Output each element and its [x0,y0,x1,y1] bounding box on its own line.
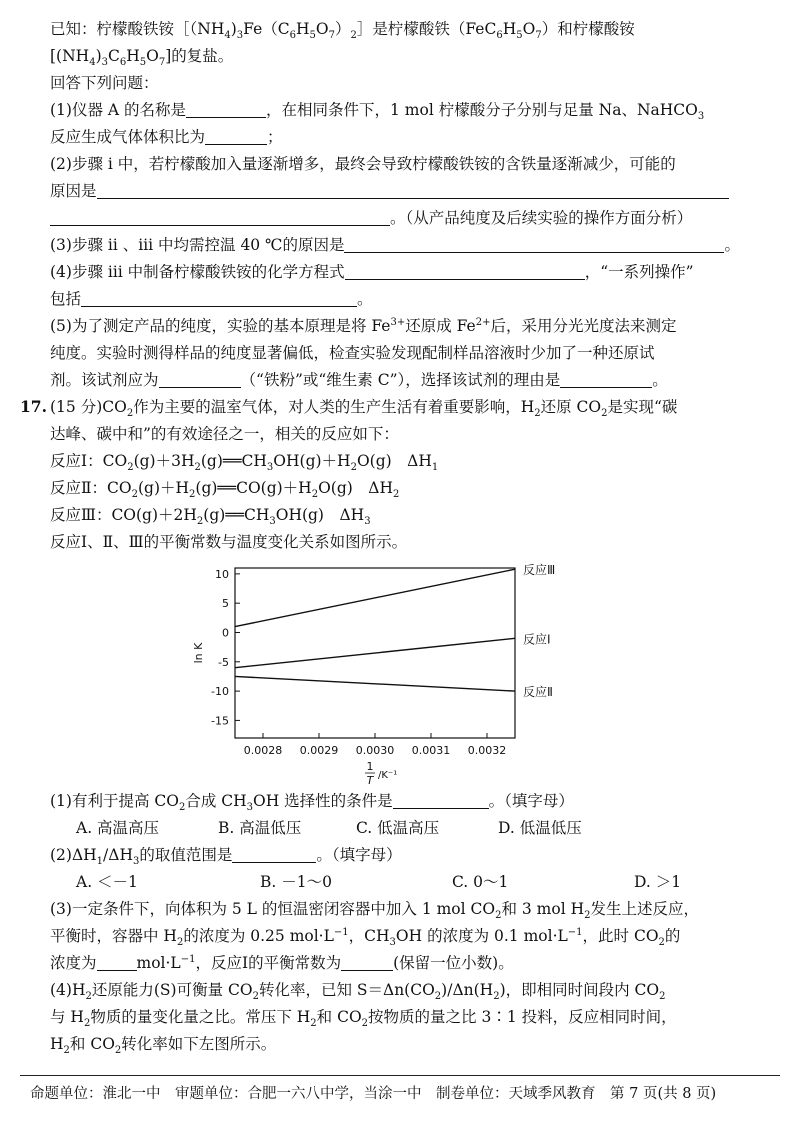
answer-blank[interactable] [205,128,267,145]
reaction-2: 反应Ⅱ：$CO_2(g)+H_2(g)══CO(g)+H_2O(g)$ $\Delta H_2$ [50,479,400,501]
question-17-intro-line-1: (15 分)$CO_2$作为主要的温室气体，对人类的生产生活有着重要影响，$H_2$还原 $CO_2$是实现“碳 [50,398,678,420]
option-b[interactable]: B. －1～0 [260,873,332,891]
x-tick-label: 0.0032 [467,744,507,757]
reaction-1: 反应Ⅰ：$CO_2(g)+3H_2(g)══CH_3OH(g)+H_2O(g)$ $\Delta H_1$ [50,452,439,474]
option-d[interactable]: D. 低温低压 [498,819,582,837]
answer-blank[interactable] [159,371,241,388]
y-tick-label: -5 [218,655,229,669]
question-17-3-line-1: (3)一定条件下，向体积为 5 L 的恒温密闭容器中加入 1 mol $CO_2$和 3 mol $H_2$发生上述反应， [50,900,700,922]
answer-blank[interactable] [344,236,724,253]
option-a[interactable]: A. 高温高压 [76,819,160,837]
y-tick-label: 0 [222,626,229,640]
answer-blank[interactable] [560,371,652,388]
question-17-3-line-3: 浓度为 $mol\cdot L^{-1}$，反应Ⅰ的平衡常数为 (保留一位小数)。 [50,953,514,972]
series-label: 反应Ⅱ [523,685,553,700]
question-16-4-line-1: (4)步骤 ⅲ 中制备柠檬酸铁铵的化学方程式 ，“一系列操作” [50,263,694,281]
series-label: 反应Ⅰ [523,632,551,647]
option-b[interactable]: B. 高温低压 [218,819,302,837]
chart-caption: 反应Ⅰ、Ⅱ、Ⅲ的平衡常数与温度变化关系如图所示。 [50,533,408,551]
question-16-5-line-3: 剂。该试剂应为 （“铁粉”或“维生素 C”），选择该试剂的理由是 。 [50,371,668,389]
citrate-definition-line-1: 已知：柠檬酸铁铵$[(NH_4)_3Fe(C_6H_5O_7)_2]$是柠檬酸铁$(FeC_6H_5O_7)$和柠檬酸铵 [50,20,635,42]
answer-blank[interactable] [345,263,585,280]
x-axis-label-unit: /K⁻¹ [378,770,398,781]
y-tick-label: -10 [211,685,229,699]
answer-blank[interactable] [232,846,316,863]
series-line [235,638,515,667]
question-17-3-line-2: 平衡时，容器中 $H_2$的浓度为 0.25 $mol\cdot L^{-1}$，$CH_3OH$ 的浓度为 0.1 $mol\cdot L^{-1}$，此时 $CO_2$的 [50,926,681,949]
option-c[interactable]: C. 0～1 [452,873,509,891]
lnk-vs-inverse-temperature-chart [190,560,590,787]
footer-divider [20,1075,780,1076]
series-line [235,676,515,691]
answer-blank[interactable] [81,290,357,307]
answer-blank[interactable] [97,182,729,199]
question-16-5-line-2: 纯度。实验时测得样品的纯度显著偏低，检查实验发现配制样品溶液时少加了一种还原试 [50,344,655,362]
answer-blank[interactable] [50,209,390,226]
question-17-4-line-1: $(4)H_2$还原能力(S)可衡量 $CO_2$转化率，已知 $S=\Delta n(CO_2)/\Delta n(H_2)$，即相同时间段内 $CO_2$ [50,981,666,1003]
y-tick-label: 5 [222,597,229,611]
answer-blank[interactable] [97,954,137,971]
question-16-1-line-1: (1)仪器 A 的名称是 ，在相同条件下，1 mol 柠檬酸分子分别与足量 Na、NaHCO$_3$ [50,101,705,123]
question-16-2-line-3: 。（从产品纯度及后续实验的操作方面分析） [50,207,750,229]
series-line [235,569,515,626]
question-17-number: 17. [20,397,47,416]
answer-prompt: 回答下列问题： [50,74,159,92]
page-footer: 命题单位：淮北一中 审题单位：合肥一六八中学，当涂一中 制卷单位：天域季风教育 第 7 页(共 8 页) [30,1086,717,1102]
y-tick-label: 10 [215,567,229,581]
answer-blank[interactable] [186,101,266,118]
question-16-2-line-1: (2)步骤 ⅰ 中，若柠檬酸加入量逐渐增多，最终会导致柠檬酸铁铵的含铁量逐渐减少，可能的 [50,155,676,173]
citrate-definition-line-2: $[(NH_4)_3C_6H_5O_7]$的复盐。 [50,47,234,69]
reaction-3: 反应Ⅲ：$CO(g)+2H_2(g)══CH_3OH(g)$ $\Delta H_3$ [50,506,371,528]
question-16-1-line-2: 反应生成气体体积比为 ； [50,128,283,146]
answer-blank[interactable] [393,792,489,809]
y-tick-label: -15 [211,714,229,728]
series-label: 反应Ⅲ [523,563,556,578]
question-16-2-line-2: 原因是 [50,180,750,202]
y-axis-label: ln K [192,642,205,664]
question-17-intro-line-2: 达峰、碳中和”的有效途径之一，相关的反应如下： [50,425,399,443]
option-c[interactable]: C. 低温高压 [356,819,440,837]
x-tick-label: 0.0031 [411,744,451,757]
question-16-5-line-1: (5)为了测定产品的纯度，实验的基本原理是将 $Fe^{3+}$还原成 $Fe^{2+}$后，采用分光光度法来测定 [50,316,677,335]
question-17-4-line-2: 与 $H_2$物质的量变化量之比。常压下 $H_2$和 $CO_2$按物质的量之比 3∶1 投料，反应相同时间， [50,1008,677,1030]
question-17-1: (1)有利于提高 $CO_2$合成 $CH_3OH$ 选择性的条件是 。（填字母） [50,792,574,814]
option-d[interactable]: D. ＞1 [634,873,682,891]
x-tick-label: 0.0029 [299,744,339,757]
x-tick-label: 0.0030 [355,744,395,757]
question-17-2: $(2)\Delta H_1/\Delta H_3$的取值范围是 。（填字母） [50,846,402,868]
x-axis-label-denominator: T [366,774,374,787]
answer-blank[interactable] [341,954,393,971]
option-a[interactable]: A. ＜－1 [76,873,138,891]
x-axis-label-numerator: 1 [366,760,374,773]
question-16-3: (3)步骤 ⅱ 、ⅲ 中均需控温 40 ℃的原因是 。 [50,236,740,254]
x-tick-label: 0.0028 [243,744,283,757]
question-17-4-line-3: $H_2$和 $CO_2$转化率如下左图所示。 [50,1035,277,1057]
question-16-4-line-2: 包括 。 [50,290,373,308]
